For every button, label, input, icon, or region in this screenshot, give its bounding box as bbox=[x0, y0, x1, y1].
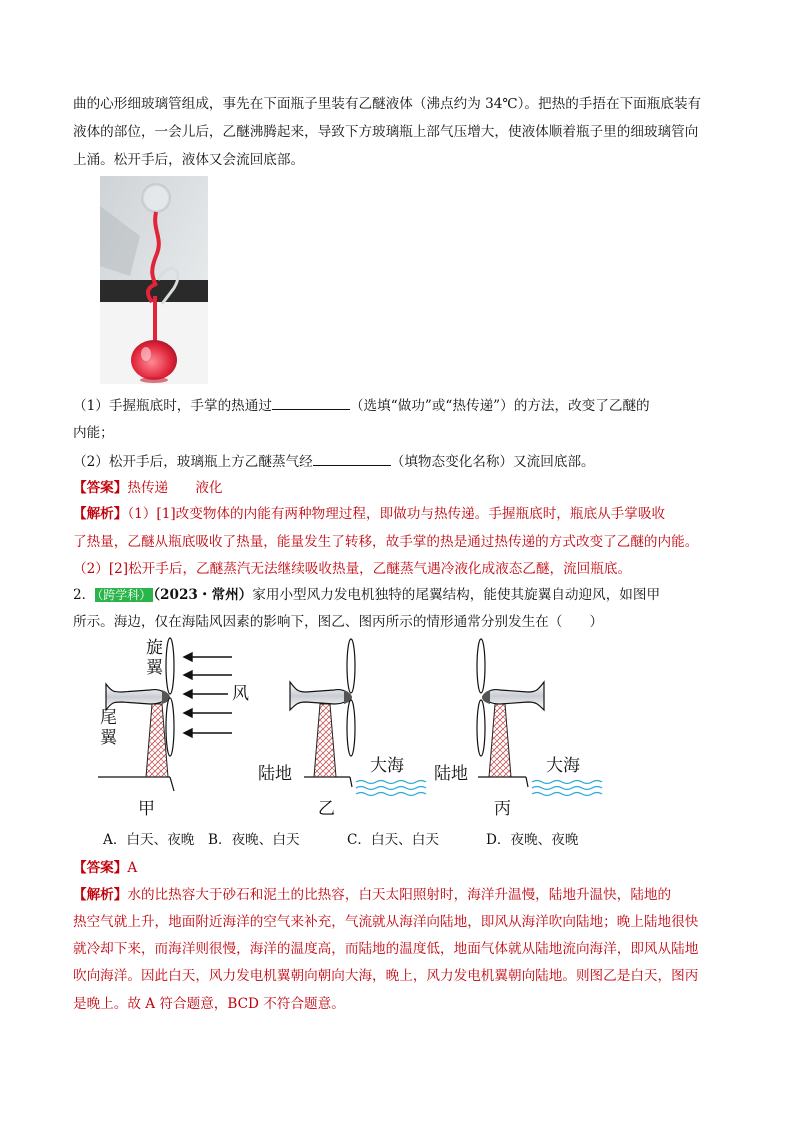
question-1-text-b: （选填“做功”或“热传递”）的方法，改变了乙醚的 bbox=[349, 398, 650, 414]
explanation-2-line-3: 就冷却下来，而海洋则很慢，海洋的温度高，而陆地的温度低，地面气体就从陆地流向海洋，即风从陆地 bbox=[73, 941, 699, 957]
land-label-c: 陆地 bbox=[434, 764, 468, 784]
explanation-2-line-1 bbox=[73, 886, 671, 904]
sea-label-b: 大海 bbox=[370, 756, 404, 776]
answer-2 bbox=[73, 859, 137, 877]
explanation-2-label: 【解析】 bbox=[73, 887, 128, 903]
answer-1 bbox=[73, 479, 223, 497]
explanation-1-label: 【解析】 bbox=[73, 506, 128, 522]
question-2-line bbox=[73, 452, 595, 471]
explanation-1-line-3: （2）[2]松开手后，乙醚蒸汽无法继续吸收热量，乙醚蒸气遇冷液化成液态乙醚，流回瓶底。 bbox=[73, 561, 632, 577]
figure-b-turbine bbox=[290, 639, 426, 796]
intro-line-3: 上涌。松开手后，液体又会流回底部。 bbox=[73, 152, 305, 168]
explanation-1-text-1: （1）[1]改变物体的内能有两种物理过程，即做功与热传递。手握瓶底时，瓶底从手掌吸收 bbox=[127, 506, 666, 522]
explanation-2-text-1: 水的比热容大于砂石和泥土的比热容，白天太阳照射时，海洋升温慢，陆地升温快，陆地的 bbox=[127, 887, 672, 903]
explanation-2-line-4: 吹向海洋。因此白天，风力发电机翼朝向朝向大海，晚上，风力发电机翼朝向陆地。则图乙是白天，图丙 bbox=[73, 968, 699, 984]
explanation-2-line-5: 是晚上。故 A 符合题意，BCD 不符合题意。 bbox=[73, 996, 345, 1012]
option-c[interactable]: C．白天、白天 bbox=[347, 832, 439, 848]
answer-1-label: 【答案】 bbox=[73, 480, 128, 496]
question-2-source: （2023・常州） bbox=[153, 587, 253, 603]
figure-c-turbine bbox=[477, 639, 602, 796]
question-2-text-b: （填物态变化名称）又流回底部。 bbox=[390, 454, 595, 470]
sea-label-c: 大海 bbox=[546, 756, 580, 776]
option-d[interactable]: D．夜晚、夜晚 bbox=[486, 832, 579, 848]
answer-blank-1[interactable] bbox=[272, 396, 350, 410]
love-meter-photo bbox=[100, 176, 208, 384]
explanation-1-line-1 bbox=[73, 505, 665, 523]
question-2-number: 2． bbox=[73, 587, 96, 603]
answer-2-label: 【答案】 bbox=[73, 860, 128, 876]
intro-line-2: 液体的部位，一会儿后，乙醚沸腾起来，导致下方玻璃瓶上部气压增大，使液体顺着瓶子里的细玻璃管向 bbox=[73, 124, 699, 140]
question-1-text-a: （1）手握瓶底时，手掌的热通过 bbox=[73, 398, 272, 414]
question-2-stem-1: 家用小型风力发电机独特的尾翼结构，能使其旋翼自动迎风，如图甲 bbox=[252, 587, 661, 603]
answer-2-value: A bbox=[127, 860, 138, 876]
question-1-line-2: 内能； bbox=[73, 425, 114, 441]
question-2-stem-2: 所示。海边，仅在海陆风因素的影响下，图乙、图丙所示的情形通常分别发生在（ ） bbox=[73, 614, 604, 630]
rotor-label: 旋翼 bbox=[146, 638, 163, 678]
question-2-text-a: （2）松开手后，玻璃瓶上方乙醚蒸气经 bbox=[73, 454, 313, 470]
intro-line-1: 曲的心形细玻璃管组成，事先在下面瓶子里装有乙醚液体（沸点约为 34℃）。把热的手捂在下面瓶底装有 bbox=[73, 96, 702, 112]
explanation-1-line-2: 了热量，乙醚从瓶底吸收了热量，能量发生了转移，故手掌的热是通过热传递的方式改变了乙醚的内能。 bbox=[73, 534, 699, 550]
explanation-2-line-2: 热空气就上升，地面附近海洋的空气来补充，气流就从海洋向陆地，即风从海洋吹向陆地；晚上陆地很快 bbox=[73, 914, 699, 930]
turbine-figures-svg bbox=[98, 636, 628, 824]
figure-b-caption: 乙 bbox=[318, 799, 335, 819]
answer-1-value: 热传递 液化 bbox=[127, 480, 223, 496]
wind-turbine-diagram bbox=[98, 636, 628, 824]
tail-label: 尾翼 bbox=[100, 708, 117, 748]
figure-a-caption: 甲 bbox=[138, 799, 155, 819]
answer-blank-2[interactable] bbox=[313, 452, 391, 466]
land-label-b: 陆地 bbox=[258, 764, 292, 784]
question-1-line bbox=[73, 396, 650, 415]
figure-c-caption: 丙 bbox=[494, 799, 511, 819]
cross-subject-tag: （跨学科） bbox=[97, 588, 152, 602]
question-2-header bbox=[73, 586, 660, 604]
wind-label: 风 bbox=[232, 684, 249, 704]
option-b[interactable]: B．夜晚、白天 bbox=[208, 832, 300, 848]
option-a[interactable]: A．白天、夜晚 bbox=[103, 832, 195, 848]
